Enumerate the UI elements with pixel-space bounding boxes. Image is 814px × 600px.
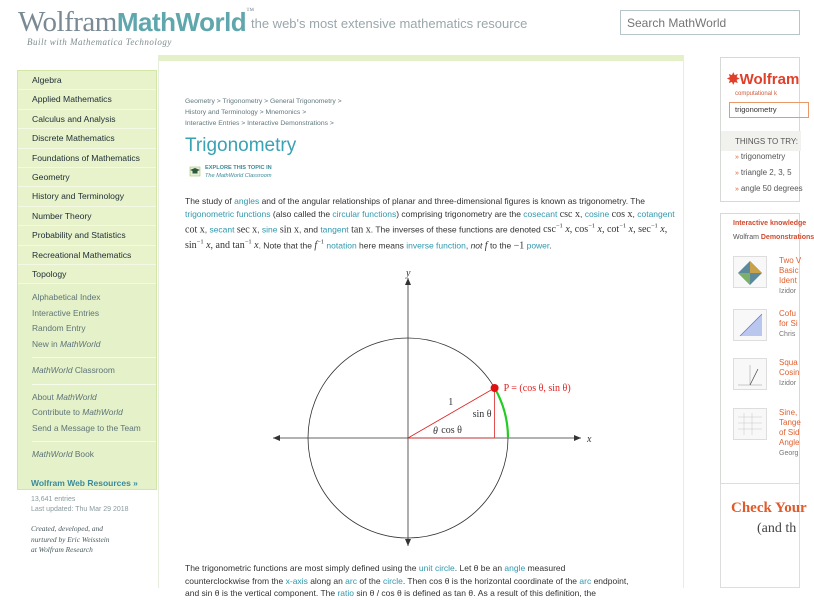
mathworld-book-link[interactable] [32, 447, 156, 463]
mathworld-italic: MathWorld [82, 407, 123, 418]
point-p [491, 384, 499, 392]
sidebar-divider [32, 384, 156, 385]
things-to-try-header: THINGS TO TRY: [721, 131, 801, 151]
intro-paragraph: The study of angles and of the angular relationships of planar and three-dimensional figures is known as trigonometry. The trigonometric functions (also called the circular functions) comprising trigonometry are the cosecant csc x, cosine cos x, cotangent cot x, secant sec x, sine sin x, and tangent tan x. The inverses of these functions are denoted $\csc^{-1} x$, $\cos^{-1} x$, $\cot^{-1} x$, $\sec^{-1} x$, $\sin^{-1} x$, and $\tan^{-1} x$. Note that the $f^{-1}$ notation here means inverse function, not f to the −1 power. [185, 196, 675, 252]
last-updated: Last updated: Thu Mar 29 2018 [31, 506, 129, 513]
sidebar-divider [32, 441, 156, 442]
x-axis-link[interactable]: x-axis [285, 575, 308, 586]
breadcrumb-interactive-demonstrations[interactable]: Interactive Demonstrations [247, 119, 328, 127]
sine-link[interactable]: sine [261, 224, 278, 235]
about-text: About [32, 391, 57, 402]
text: Angle [779, 438, 800, 447]
page-title: Trigonometry [185, 135, 297, 156]
text: , [204, 224, 210, 235]
logo-wolfram-text: Wolfram [18, 6, 117, 38]
try-item-angle[interactable]: » angle 50 degrees [735, 184, 803, 193]
demo-thumbnail-image [734, 257, 766, 287]
entry-stats [31, 495, 129, 515]
inverse-function-link[interactable]: inverse function [406, 240, 466, 251]
arc-link[interactable]: arc [345, 575, 357, 586]
notation-link[interactable]: notation [326, 240, 357, 251]
math-sin: sin x [279, 224, 300, 236]
math-f-inverse: $f^{-1}$ [314, 238, 325, 252]
demo-thumbnail [733, 408, 767, 440]
text: and sin θ is the vertical component. The [185, 588, 338, 598]
circular-functions-link[interactable]: circular functions [332, 208, 397, 219]
sidebar-item-applied-mathematics[interactable]: Applied Mathematics [18, 90, 156, 109]
circle-link[interactable]: circle [382, 575, 403, 586]
send-message-link[interactable]: Send a Message to the Team [32, 422, 141, 433]
try-item-trigonometry[interactable]: » trigonometry [735, 152, 785, 161]
text: , [257, 224, 262, 235]
breadcrumb-trigonometry[interactable]: Trigonometry [222, 98, 263, 105]
contribute-link[interactable] [32, 405, 156, 421]
demo-thumbnail [733, 309, 767, 341]
contribute-text: Contribute to [32, 407, 83, 418]
credits-line: Created, developed, and [31, 524, 103, 533]
theta-arc [495, 388, 508, 438]
right-column [720, 55, 814, 588]
text: here means [356, 240, 407, 251]
sidebar-item-calculus-and-analysis[interactable]: Calculus and Analysis [18, 110, 156, 129]
demo-author: Izidor [779, 380, 797, 387]
point-p-label: P = (cos θ, sin θ) [503, 383, 571, 394]
not-emphasis: not [470, 240, 483, 251]
sidebar-item-probability[interactable]: Probability and Statistics [18, 226, 156, 245]
angle-link[interactable]: angle [504, 563, 526, 573]
demo-author: Georg [779, 450, 799, 457]
text: Sine, [779, 408, 798, 417]
logo-mathworld-text: MathWorld [116, 7, 247, 37]
wa-query-input[interactable]: trigonometry [729, 102, 809, 118]
promo-subline: (and th [757, 521, 797, 536]
text: The [630, 196, 645, 206]
breadcrumb [185, 97, 485, 129]
sidebar-item-number-theory[interactable]: Number Theory [18, 207, 156, 226]
wa-subtitle: computational k [735, 91, 778, 97]
demonstrations-header [733, 234, 814, 241]
demonstrations-widget [720, 213, 814, 525]
demo-title [779, 256, 801, 286]
cotangent-link[interactable]: cotangent [637, 208, 675, 219]
demo-item[interactable] [733, 358, 803, 398]
cos-label: cos θ [441, 425, 462, 436]
theta-label: θ [433, 426, 438, 437]
unit-circle-link[interactable]: unit circle [418, 563, 455, 573]
sidebar-item-topology[interactable]: Topology [18, 265, 156, 284]
interactive-entries-link[interactable]: Interactive Entries [32, 307, 100, 318]
unit-circle-diagram [269, 266, 599, 556]
math-sec: sec x [236, 224, 258, 236]
text: measured [525, 563, 566, 573]
sidebar-divider [32, 357, 156, 358]
breadcrumb-line: Geometry > Trigonometry > General Trigonometry > [185, 98, 342, 105]
book-text: Book [72, 449, 94, 460]
sidebar-item-foundations[interactable]: Foundations of Mathematics [18, 149, 156, 168]
demo-thumbnail-image [734, 359, 766, 389]
sidebar-item-history[interactable]: History and Terminology [18, 187, 156, 206]
classroom-text: Classroom [72, 365, 115, 376]
sidebar-item-geometry[interactable]: Geometry [18, 168, 156, 187]
y-axis-label: y [406, 268, 411, 279]
secant-link[interactable]: secant [209, 224, 235, 235]
text: Basic [779, 266, 799, 275]
entry-count: 13,641 entries [31, 496, 76, 503]
demo-item[interactable] [733, 309, 803, 349]
text: Ident [779, 276, 797, 285]
text: (also called the [270, 208, 333, 219]
mathworld-classroom-link[interactable] [32, 363, 156, 379]
demo-author: Izidor [779, 288, 797, 295]
alphabetical-index-link[interactable]: Alphabetical Index [32, 292, 101, 303]
check-your-answers-promo[interactable] [720, 483, 807, 588]
sidebar-item-algebra[interactable]: Algebra [18, 71, 156, 90]
explore-label: EXPLORE THIS TOPIC IN [205, 165, 272, 171]
text: Wolfram [733, 234, 761, 241]
promo-headline: Check Your [731, 500, 807, 516]
text: of Sid [779, 428, 800, 437]
math-cot: cot x [185, 224, 205, 236]
text: . Then cos θ is the horizontal coordinate of the [402, 575, 580, 586]
math-minus-one: −1 [513, 240, 525, 252]
sin-label: sin θ [472, 409, 492, 420]
ratio-link[interactable]: ratio [337, 588, 355, 598]
wolfram-alpha-widget [720, 57, 803, 202]
about-mathworld-link[interactable] [32, 390, 156, 406]
demo-item[interactable] [733, 408, 803, 457]
interactive-knowledge-header: Interactive knowledge [733, 220, 807, 227]
text: The study of [185, 196, 235, 206]
site-tagline: the web's most extensive mathematics resource [251, 16, 528, 31]
radius-label: 1 [448, 397, 454, 408]
sidebar-item-recreational[interactable]: Recreational Mathematics [18, 246, 156, 265]
text: , [632, 208, 638, 219]
trademark-mark: ™ [246, 6, 254, 15]
wolfram-mathworld-logo[interactable] [18, 6, 254, 39]
sidebar-item-discrete-mathematics[interactable]: Discrete Mathematics [18, 129, 156, 148]
text: . Let θ be an [454, 563, 505, 573]
math-csc: csc x [559, 208, 580, 220]
text: The trigonometric functions are most simply defined using the [185, 563, 419, 573]
credits [31, 524, 109, 556]
text: , and [299, 224, 321, 235]
demo-author: Chris [779, 331, 796, 338]
demo-thumbnail-image [734, 310, 766, 340]
mathworld-italic: MathWorld [59, 338, 101, 349]
y-axis-arrow-down [405, 539, 411, 546]
text: along an [307, 575, 346, 586]
site-header [0, 0, 800, 50]
breadcrumb-interactive-entries[interactable]: Interactive Entries [185, 119, 240, 127]
text: ) comprising trigonometry are the [396, 208, 524, 219]
credits-line: nurtured by Eric Weisstein [31, 534, 110, 544]
built-with-text: Built with Mathematica Technology [27, 37, 172, 47]
math-f: f [484, 240, 488, 252]
breadcrumb-line: History and Terminology > Mnemonics > [185, 108, 307, 116]
breadcrumb-general-trigonometry[interactable]: General Trigonometry [270, 98, 336, 105]
mathworld-italic: MathWorld [32, 449, 73, 460]
cosine-link[interactable]: cosine [584, 208, 610, 219]
demo-item[interactable] [733, 256, 803, 296]
cosecant-link[interactable]: cosecant [523, 208, 558, 219]
credits-line: at Wolfram Research [31, 545, 93, 554]
text: , [465, 240, 471, 251]
mathworld-italic: MathWorld [32, 365, 73, 376]
text: and of the angular relationships of planar and three-dimensional figures is known as trigonometry. [259, 196, 629, 206]
breadcrumb-history[interactable]: History and Terminology [185, 108, 258, 116]
math-inverse-list: $\csc^{-1} x$, $\cos^{-1} x$, $\cot^{-1} x$, $\sec^{-1} x$, $\sin^{-1} x$, and $\tan^{-1} x$ [185, 223, 668, 252]
wolfram-web-resources-link[interactable]: Wolfram Web Resources » [31, 478, 138, 488]
definition-paragraph [185, 562, 675, 600]
classroom-label: The MathWorld Classroom [205, 173, 272, 179]
new-in-mathworld-link[interactable] [32, 337, 156, 353]
sidebar-index-section [18, 284, 156, 463]
demo-title [779, 309, 798, 329]
text: Squa [779, 358, 798, 367]
breadcrumb-mnemonics[interactable]: Mnemonics [265, 108, 301, 116]
trigonometric-functions-link[interactable]: trigonometric functions [185, 208, 271, 219]
y-axis-arrow-up [405, 278, 411, 285]
text: Tange [779, 418, 801, 427]
text: Cosin [779, 368, 800, 377]
text: . Note that the [258, 240, 315, 251]
breadcrumb-geometry[interactable]: Geometry [185, 98, 215, 105]
demo-thumbnail [733, 358, 767, 390]
text: counterclockwise from the [185, 575, 286, 586]
tangent-link[interactable]: tangent [320, 224, 349, 235]
demo-thumbnail-image [734, 409, 766, 439]
arc-link[interactable]: arc [579, 575, 592, 586]
text: sin θ / cos θ is defined as tan θ. As a result of this definition, the [354, 588, 596, 598]
try-item-triangle[interactable]: » triangle 2, 3, 5 [735, 168, 792, 177]
text: endpoint, [591, 575, 629, 586]
explore-classroom-link[interactable] [189, 165, 389, 181]
new-in-text: New in [32, 338, 60, 349]
text: . The inverses of these functions are denoted [370, 224, 541, 235]
demo-title [779, 358, 799, 378]
main-content [158, 55, 684, 598]
spikey-icon: ✸ [727, 71, 740, 88]
text: Demonstrations [760, 234, 814, 241]
demo-title [779, 408, 801, 448]
x-axis-arrow-right [574, 435, 581, 441]
math-cos: cos x [611, 208, 633, 220]
angles-link[interactable]: angles [234, 196, 260, 206]
wa-logo-text: Wolfram [739, 71, 800, 88]
search-input[interactable] [620, 10, 800, 35]
math-tan: tan x [351, 224, 371, 236]
text: to the [489, 240, 514, 251]
breadcrumb-line: Interactive Entries > Interactive Demonstrations > [185, 119, 334, 127]
demo-thumbnail [733, 256, 767, 288]
text: Two V [779, 256, 802, 265]
random-entry-link[interactable]: Random Entry [32, 323, 86, 334]
wolfram-alpha-logo[interactable] [727, 70, 799, 88]
text: , [579, 208, 585, 219]
mathworld-italic: MathWorld [56, 391, 97, 402]
power-link[interactable]: power [526, 240, 550, 251]
text: Cofu [779, 309, 796, 318]
left-sidebar [17, 70, 157, 490]
text: for Si [779, 319, 798, 328]
graduation-cap-icon [189, 165, 201, 177]
x-axis-label: x [587, 434, 592, 445]
x-axis-arrow-left [273, 435, 280, 441]
text: of the [356, 575, 383, 586]
